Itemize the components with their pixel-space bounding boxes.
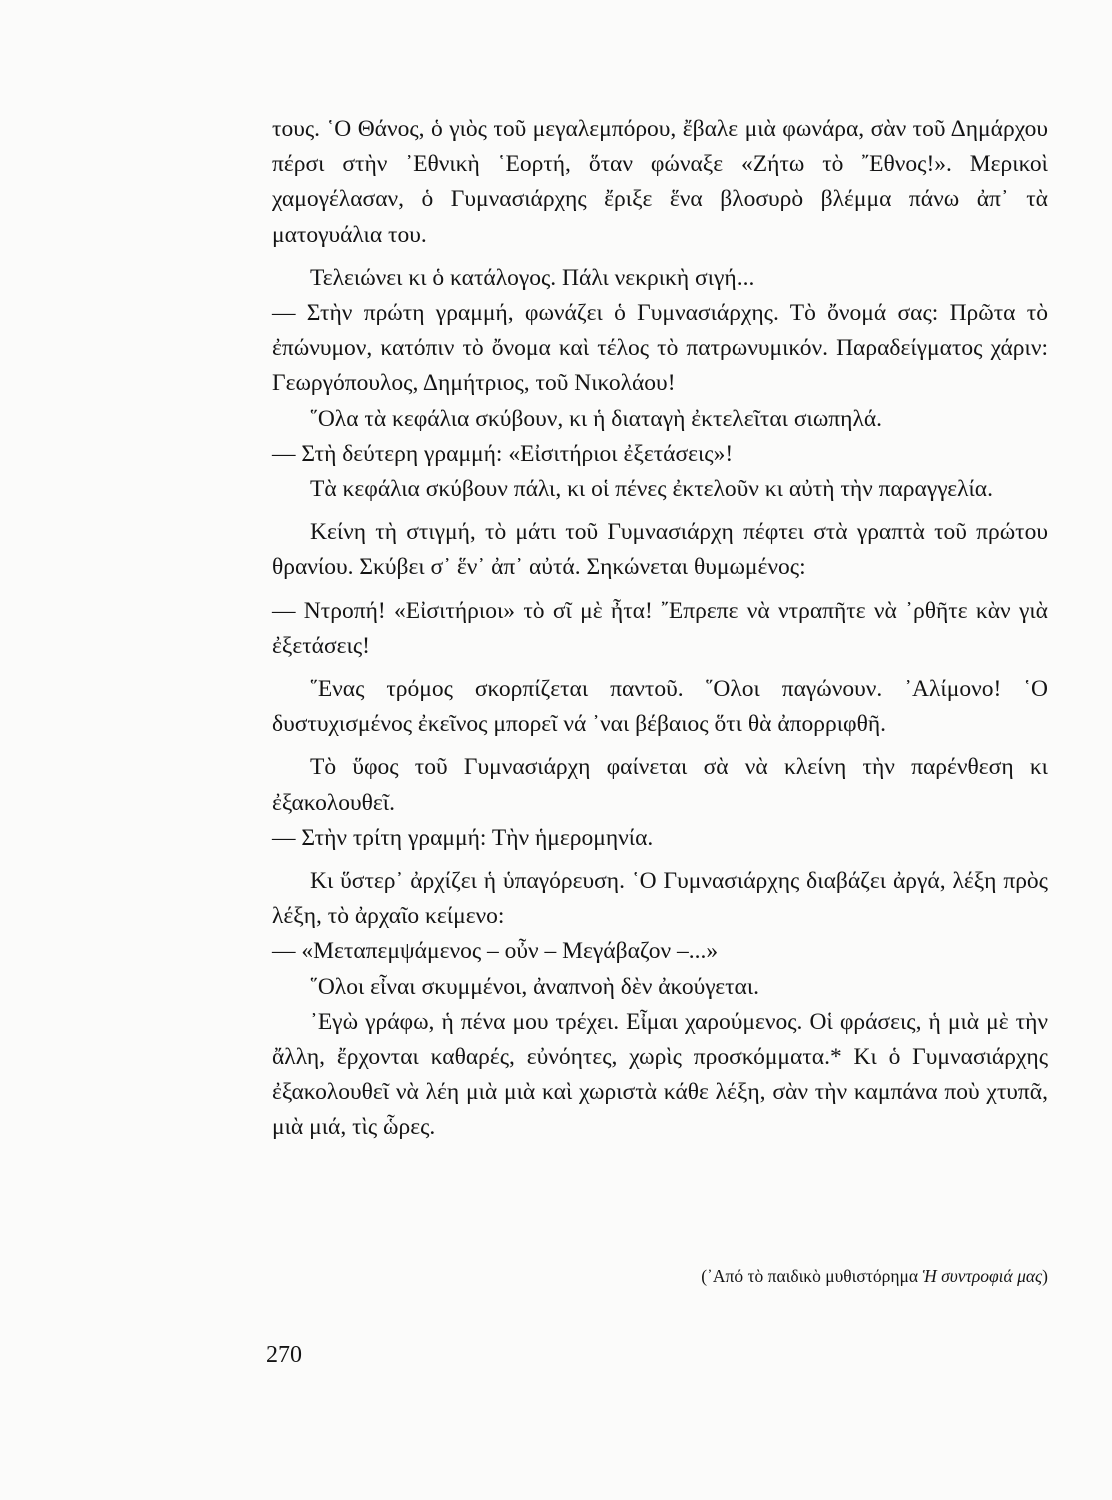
paragraph: Τελειώνει κι ὁ κατάλογος. Πάλι νεκρικὴ σιγή...	[310, 264, 755, 291]
paragraph: Κείνη τὴ στιγμή, τὸ μάτι τοῦ Γυμνασιάρχη πέφτει στὰ γραπτὰ τοῦ πρώτου θρανίου. Σκύβει σ᾿ ἕν᾿ ἀπ᾿ αὐτά. Σηκώνεται θυμωμένος:	[272, 519, 1048, 581]
paragraph: ῞Ολοι εἶναι σκυμμένοι, ἀναπνοὴ δὲν ἀκούγεται.	[310, 973, 760, 1000]
paragraph: τους. ῾Ο Θάνος, ὁ γιὸς τοῦ μεγαλεμπόρου, ἔβαλε μιὰ φωνάρα, σὰν τοῦ Δημάρχου πέρσι στὴν ᾿Εθνικὴ ῾Εορτή, ὅταν φώναξε «Ζήτω τὸ ῎Εθνος!». Μερικοὶ χαμογέλασαν, ὁ Γυμνασιάρχης ἔριξε ἕνα βλοσυρὸ βλέμμα πάνω ἀπ᾿ τὰ ματογυάλια του.	[272, 116, 1048, 248]
body-text	[272, 112, 1048, 1146]
paragraph: ῞Ολα τὰ κεφάλια σκύβουν, κι ἡ διαταγὴ ἐκτελεῖται σιωπηλά.	[310, 405, 883, 432]
paragraph: — Ντροπή! «Εἰσιτήριοι» τὸ σῖ μὲ ἦτα! ῎Επρεπε νὰ ντραπῆτε νὰ ᾿ρθῆτε κὰν γιὰ ἐξετάσεις!	[272, 597, 1048, 659]
paragraph: Κι ὕστερ᾿ ἀρχίζει ἡ ὑπαγόρευση. ῾Ο Γυμνασιάρχης διαβάζει ἀργά, λέξη πρὸς λέξη, τὸ ἀρχαῖο κείμενο:	[272, 868, 1048, 930]
source-title: Ἡ συντροφιά μας	[922, 1266, 1043, 1286]
paragraph: — Στὴν τρίτη γραμμή: Τὴν ἡμερομηνία.	[272, 824, 654, 851]
paragraph: Τὰ κεφάλια σκύβουν πάλι, κι οἱ πένες ἐκτελοῦν κι αὐτὴ τὴν παραγγελία.	[310, 476, 993, 503]
paragraph: ῞Ενας τρόμος σκορπίζεται παντοῦ. ῞Ολοι παγώνουν. ᾿Αλίμονο! ῾Ο δυστυχισμένος ἐκεῖνος μπορεῖ νά ᾿ναι βέβαιος ὅτι θὰ ἀπορριφθῆ.	[272, 676, 1048, 738]
paragraph: — Στὴ δεύτερη γραμμή: «Εἰσιτήριοι ἐξετάσεις»!	[272, 440, 734, 467]
paragraph: — «Μεταπεμψάμενος – οὖν – Μεγάβαζον –...»	[272, 938, 719, 965]
source-suffix: )	[1042, 1266, 1048, 1286]
paragraph: — Στὴν πρώτη γραμμή, φωνάζει ὁ Γυμνασιάρχης. Τὸ ὄνομά σας: Πρῶτα τὸ ἐπώνυμον, κατόπιν τὸ ὄνομα καὶ τέλος τὸ πατρωνυμικόν. Παραδείγματος χάριν: Γεωργόπουλος, Δημήτριος, τοῦ Νικολάου!	[272, 300, 1048, 397]
page-number: 270	[266, 1342, 302, 1368]
source-citation	[560, 1266, 1048, 1287]
paragraph: ᾿Εγὼ γράφω, ἡ πένα μου τρέχει. Εἶμαι χαρούμενος. Οἱ φράσεις, ἡ μιὰ μὲ τὴν ἄλλη, ἔρχονται καθαρές, εὐνόητες, χωρὶς προσκόμματα.* Κι ὁ Γυμνασιάρχης ἐξακολουθεῖ νὰ λέη μιὰ μιὰ καὶ χωριστὰ κάθε λέξη, σὰν τὴν καμπάνα ποὺ χτυπᾶ, μιὰ μιά, τὶς ὧρες.	[272, 1008, 1048, 1141]
source-prefix: (᾿Από τὸ παιδικὸ μυθιστόρημα	[701, 1266, 923, 1286]
paragraph: Τὸ ὕφος τοῦ Γυμνασιάρχη φαίνεται σὰ νὰ κλείνη τὴν παρένθεση κι ἐξακολουθεῖ.	[272, 754, 1048, 816]
